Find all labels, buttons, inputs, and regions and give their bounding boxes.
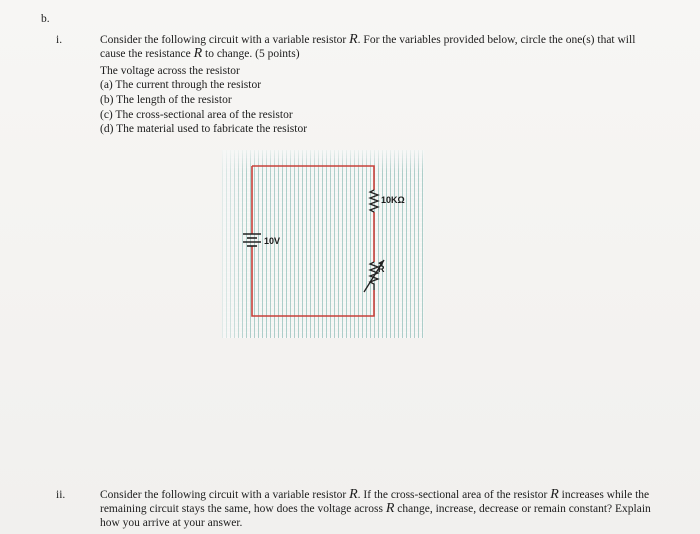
resistor-label: 10KΩ	[381, 195, 405, 205]
circuit-schematic	[222, 150, 424, 338]
circuit-diagram	[222, 150, 424, 338]
variable-r: R	[193, 46, 203, 61]
resistor-icon	[370, 190, 378, 212]
battery-icon	[243, 234, 261, 246]
question-i-text: cause the resistance	[100, 48, 194, 60]
question-ii-number: ii.	[56, 489, 66, 501]
question-i-line-1	[100, 33, 635, 47]
question-i-text: Consider the following circuit with a variable resistor	[100, 34, 350, 46]
question-i-points: to change. (5 points)	[202, 48, 300, 60]
option-voltage[interactable]: The voltage across the resistor	[100, 65, 240, 77]
question-ii-text: Consider the following circuit with a variable resistor R. If the cross-sectional area of the resistor R increases while the remaining circuit stays the same, how does the voltage across R change, increase, decrease or remain constant? Explain how you arrive at your answer.	[100, 487, 651, 529]
source-label: 10V	[264, 236, 281, 246]
circuit-wire	[252, 246, 374, 316]
variable-r: R	[550, 487, 559, 502]
variable-r: R	[349, 487, 358, 502]
option-b-length[interactable]: (b) The length of the resistor	[100, 94, 232, 106]
option-a-current[interactable]: (a) The current through the resistor	[100, 79, 262, 91]
variable-r: R	[385, 501, 395, 516]
question-i-line-2	[100, 47, 300, 61]
part-label: b.	[41, 13, 50, 25]
question-i-number: i.	[56, 34, 63, 46]
question-i-text: . For the variables provided below, circle the one(s) that will	[357, 34, 636, 46]
variable-r: R	[349, 32, 358, 47]
circuit-wire	[252, 166, 374, 190]
option-d-material[interactable]: (d) The material used to fabricate the resistor	[100, 123, 308, 135]
option-c-area[interactable]: (c) The cross-sectional area of the resistor	[100, 109, 293, 121]
variable-resistor-label: R	[378, 264, 385, 274]
